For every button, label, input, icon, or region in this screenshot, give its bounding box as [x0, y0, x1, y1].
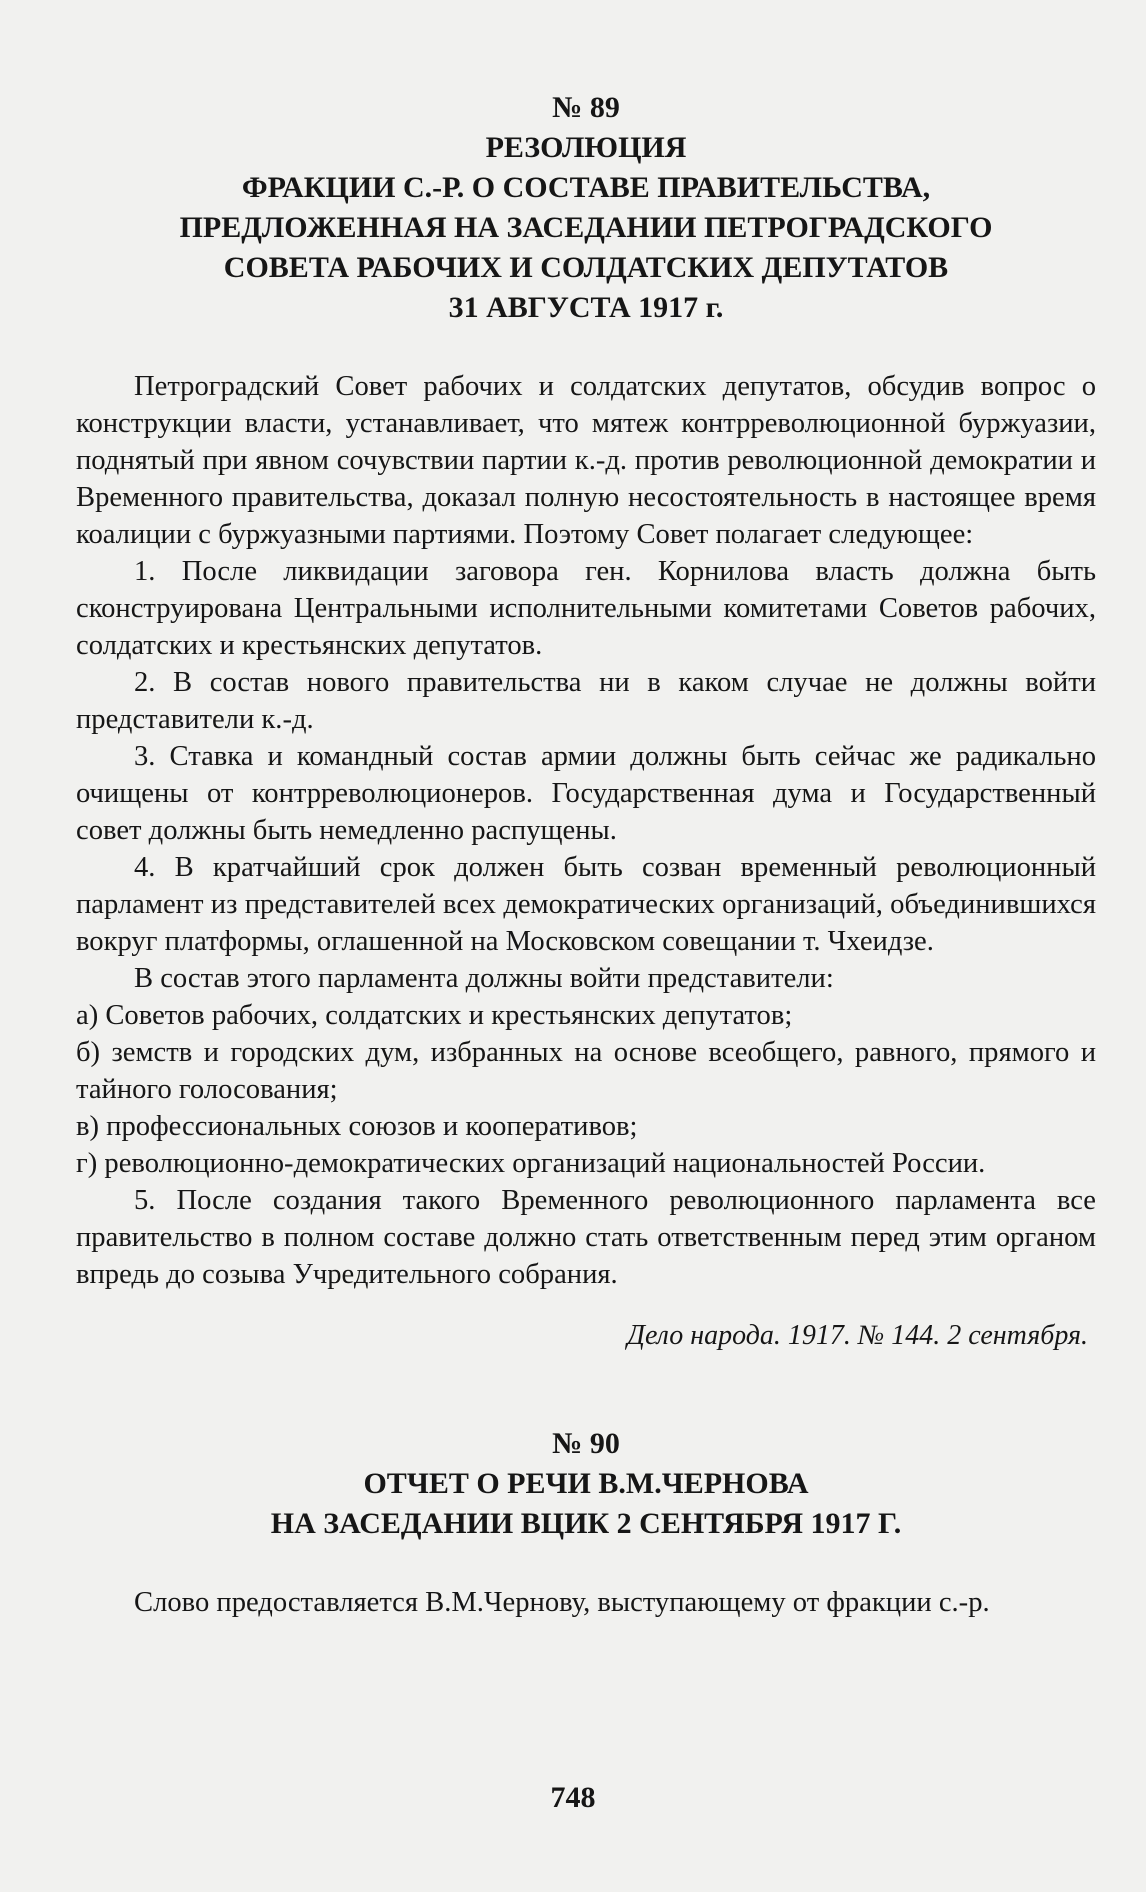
- document-subtitle-line-1: ФРАКЦИИ С.-Р. О СОСТАВЕ ПРАВИТЕЛЬСТВА,: [241, 171, 931, 204]
- document-90: [76, 1424, 1096, 1621]
- paragraph-point-2: 2. В состав нового правительства ни в каком случае не должны войти представители к.-д.: [76, 667, 1096, 735]
- document-title-line-2: НА ЗАСЕДАНИИ ВЦИК 2 СЕНТЯБРЯ 1917 Г.: [270, 1507, 902, 1540]
- document-date: 31 АВГУСТА 1917 г.: [448, 291, 724, 324]
- list-item-g: г) революционно-демократических организаций национальностей России.: [76, 1148, 986, 1179]
- document-subtitle-line-2: ПРЕДЛОЖЕННАЯ НА ЗАСЕДАНИИ ПЕТРОГРАДСКОГО: [179, 211, 993, 244]
- document-page: [76, 88, 1096, 1621]
- document-number: № 89: [552, 91, 620, 124]
- paragraph-point-4: 4. В кратчайший срок должен быть созван временный революционный парламент из представителей всех демократических организаций, объединившихся вокруг платформы, оглашенной на Московском совещании т. Чхеидзе.: [76, 852, 1096, 957]
- list-item-v: в) профессиональных союзов и кооперативов;: [76, 1111, 638, 1142]
- paragraph-point-1: 1. После ликвидации заговора ген. Корнилова власть должна быть сконструирована Центральными исполнительными комитетами Советов рабочих, солдатских и крестьянских депутатов.: [76, 556, 1096, 661]
- list-item-b: б) земств и городских дум, избранных на основе всеобщего, равного, прямого и тайного голосования;: [76, 1037, 1096, 1105]
- document-subtitle-line-3: СОВЕТА РАБОЧИХ И СОЛДАТСКИХ ДЕПУТАТОВ: [223, 251, 949, 284]
- source-citation: Дело народа. 1917. № 144. 2 сентября.: [627, 1320, 1088, 1351]
- paragraph-speech-intro: Слово предоставляется В.М.Чернову, выступающему от фракции с.-р.: [134, 1587, 990, 1618]
- document-title: РЕЗОЛЮЦИЯ: [485, 131, 687, 164]
- paragraph-point-5: 5. После создания такого Временного революционного парламента все правительство в полном составе должно стать ответственным перед этим органом впредь до созыва Учредительного собрания.: [76, 1185, 1096, 1290]
- paragraph-preamble: Петроградский Совет рабочих и солдатских депутатов, обсудив вопрос о конструкции власти, устанавливает, что мятеж контрреволюционной буржуазии, поднятый при явном сочувствии партии к.-д. против революционной демократии и Временного правительства, доказал полную несостоятельность в настоящее время коалиции с буржуазными партиями. Поэтому Совет полагает следующее:: [76, 371, 1096, 550]
- document-89: [76, 88, 1096, 1354]
- document-title-line-1: ОТЧЕТ О РЕЧИ В.М.ЧЕРНОВА: [363, 1467, 809, 1500]
- list-item-a: а) Советов рабочих, солдатских и крестьянских депутатов;: [76, 1000, 793, 1031]
- paragraph-list-intro: В состав этого парламента должны войти представители:: [134, 963, 834, 994]
- document-number: № 90: [552, 1427, 620, 1460]
- paragraph-point-3: 3. Ставка и командный состав армии должны быть сейчас же радикально очищены от контрреволюционеров. Государственная дума и Государственный совет должны быть немедленно распущены.: [76, 741, 1096, 846]
- page-number: 748: [550, 1781, 596, 1814]
